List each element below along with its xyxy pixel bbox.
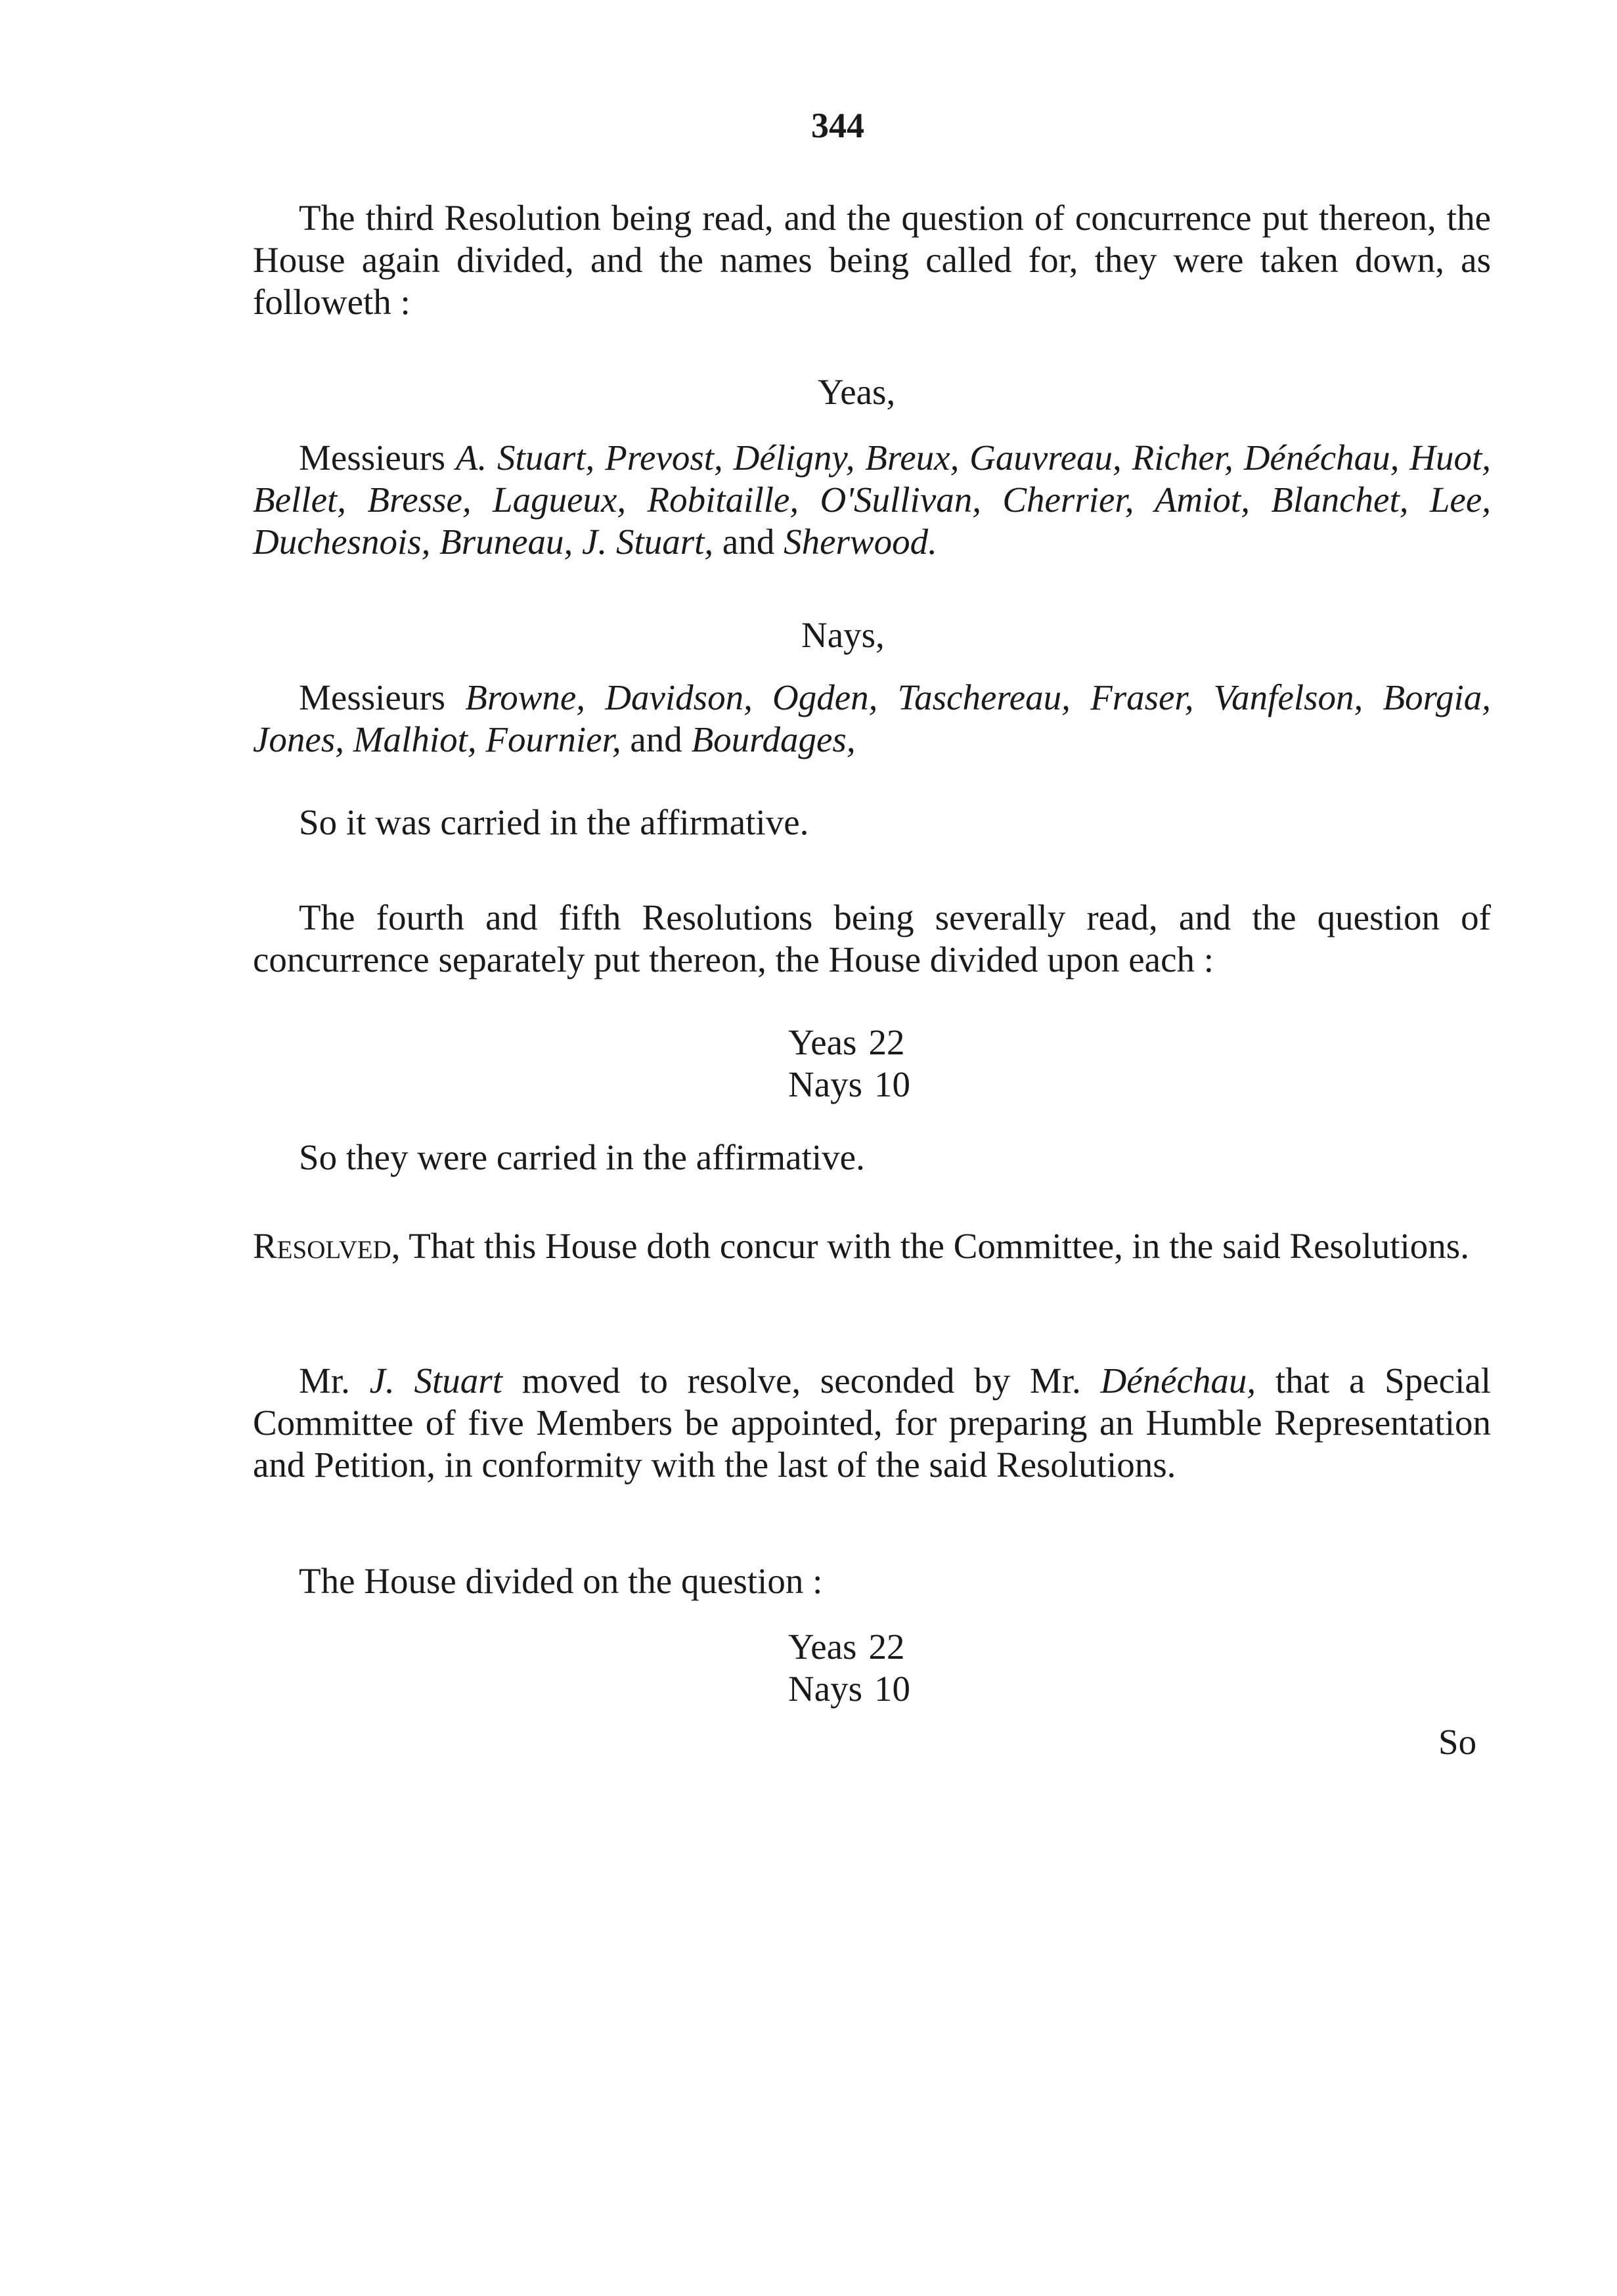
tally-2-nays-row	[788, 1668, 910, 1710]
motion-mr-2: Mr.	[1029, 1361, 1081, 1401]
tally-2-yeas-count: 22	[868, 1627, 905, 1667]
nays-heading: Nays,	[801, 615, 885, 655]
yeas-heading: Yeas,	[818, 372, 896, 412]
page-number: 344	[811, 106, 864, 145]
tally-1-nays-row	[788, 1064, 910, 1106]
motion-seconder: Dénéchau,	[1100, 1361, 1256, 1401]
catchword: So	[1438, 1722, 1477, 1762]
yeas-prefix: Messieurs	[299, 438, 446, 478]
nays-and: and	[630, 719, 682, 759]
tally-1-yeas-count: 22	[868, 1022, 905, 1062]
tally-2-yeas-row	[788, 1626, 910, 1668]
motion-text-2: that a Special Committee of five Members be appointed, for preparing an Humble Representation and Petition, in conformity with the last of the said Resolutions.	[253, 1361, 1492, 1485]
tally-1-yeas-label: Yeas	[788, 1022, 857, 1062]
tally-2-nays-label: Nays	[788, 1669, 863, 1709]
resolved-text: That this House doth concur with the Committee, in the said Resolutions.	[409, 1226, 1469, 1266]
nays-names: Browne, Davidson, Ogden, Taschereau, Fraser, Vanfelson, Borgia, Jones, Malhiot, Fournier,	[253, 677, 1491, 759]
tally-2-yeas-label: Yeas	[788, 1627, 857, 1667]
division-tally-2	[788, 1626, 910, 1710]
motion-text-1: moved to resolve, seconded by	[521, 1361, 1011, 1401]
yeas-last-name: Sherwood.	[784, 522, 937, 562]
tally-2-nays-count: 10	[874, 1669, 911, 1709]
nays-prefix: Messieurs	[299, 677, 446, 717]
paragraph-third-resolution: The third Resolution being read, and the question of concurrence put thereon, the House again divided, and the names being called for, they were taken down, as followeth :	[253, 198, 1491, 322]
yeas-and: and	[722, 522, 775, 562]
resolved-keyword: Resolved,	[253, 1226, 401, 1266]
tally-1-nays-count: 10	[874, 1064, 911, 1104]
motion-mr-1: Mr.	[299, 1361, 350, 1401]
paragraph-fourth-fifth-resolutions: The fourth and fifth Resolutions being severally read, and the question of concurrence separately put thereon, the House divided upon each :	[253, 897, 1491, 979]
tally-1-nays-label: Nays	[788, 1064, 863, 1104]
motion-mover: J. Stuart	[369, 1361, 502, 1401]
yeas-names-list	[253, 437, 1491, 563]
carried-statement-1: So it was carried in the affirmative.	[299, 802, 809, 842]
nays-names-list	[253, 677, 1491, 761]
motion-paragraph	[253, 1360, 1491, 1486]
resolution-statement	[253, 1225, 1491, 1267]
division-tally-1	[788, 1022, 910, 1106]
nays-last-name: Bourdages,	[691, 719, 856, 759]
tally-1-yeas-row	[788, 1022, 910, 1064]
carried-statement-2: So they were carried in the affirmative.	[299, 1137, 865, 1177]
yeas-names: A. Stuart, Prevost, Déligny, Breux, Gauvreau, Richer, Dénéchau, Huot, Bellet, Bresse, Lagueux, Robitaille, O'Sullivan, Cherrier, Amiot, Blanchet, Lee, Duchesnois, Bruneau, J. Stuart,	[253, 438, 1491, 562]
division-statement: The House divided on the question :	[299, 1561, 823, 1601]
